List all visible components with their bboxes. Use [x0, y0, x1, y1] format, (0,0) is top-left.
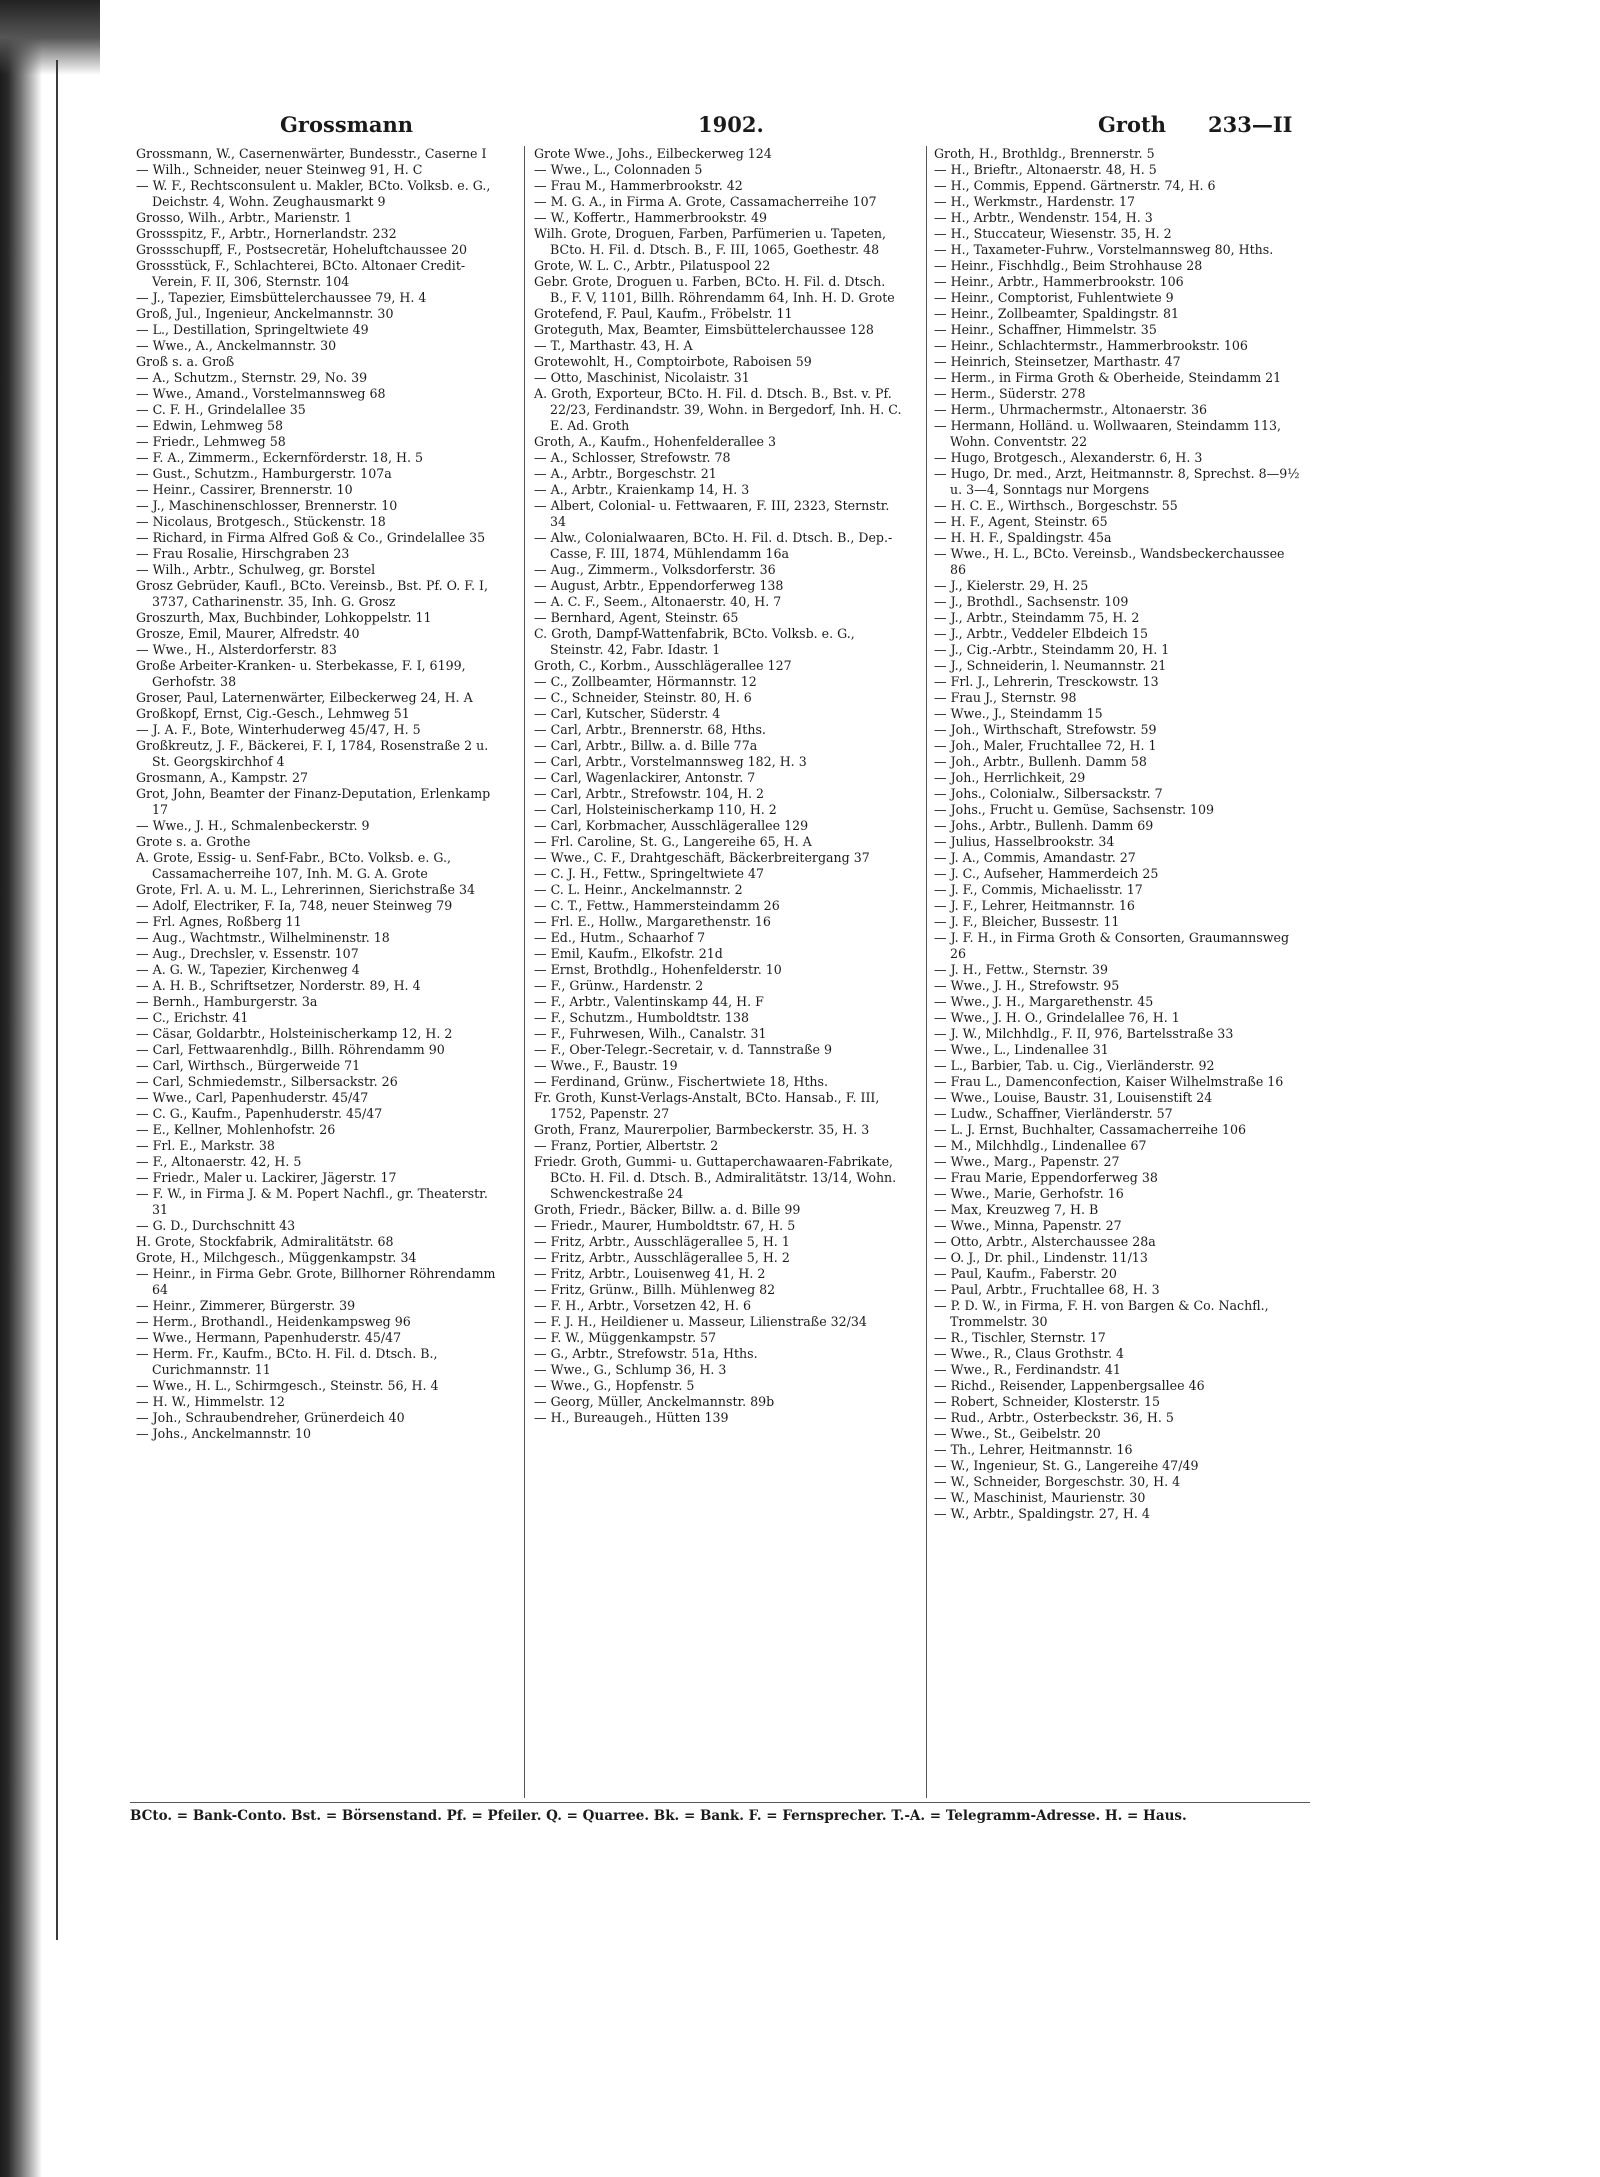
directory-entry: — Wwe., A., Anckelmannstr. 30	[136, 338, 337, 353]
directory-entry: — Ernst, Brothdlg., Hohenfelderstr. 10	[534, 962, 782, 977]
directory-entry: — O. J., Dr. phil., Lindenstr. 11/13	[934, 1250, 1148, 1265]
page-number: 233—II	[1208, 112, 1293, 137]
directory-entry: — Wwe., H. L., Schirmgesch., Steinstr. 56, H. 4	[136, 1378, 439, 1393]
directory-entry: — J. F., Commis, Michaelisstr. 17	[934, 882, 1143, 897]
directory-entry: — Wwe., Carl, Papenhuderstr. 45/47	[136, 1090, 369, 1105]
directory-entry: — J., Arbtr., Veddeler Elbdeich 15	[934, 626, 1149, 641]
book-gutter	[56, 60, 58, 1940]
directory-page	[130, 110, 1310, 1890]
directory-entry: — Herm., Süderstr. 278	[934, 386, 1086, 401]
directory-entry: — F. H., Arbtr., Vorsetzen 42, H. 6	[534, 1298, 752, 1313]
directory-entry: — A., Schutzm., Sternstr. 29, No. 39	[136, 370, 368, 385]
directory-entry: Grosso, Wilh., Arbtr., Marienstr. 1	[136, 210, 353, 225]
directory-entry: — Paul, Kaufm., Faberstr. 20	[934, 1266, 1117, 1281]
directory-entry: — Otto, Arbtr., Alsterchaussee 28a	[934, 1234, 1156, 1249]
directory-entry: — Frau J., Sternstr. 98	[934, 690, 1077, 705]
directory-entry: — F., Arbtr., Valentinskamp 44, H. F	[534, 994, 764, 1009]
directory-entry: — Wwe., R., Ferdinandstr. 41	[934, 1362, 1121, 1377]
directory-entry: Grote, H., Milchgesch., Müggenkampstr. 34	[136, 1250, 417, 1265]
directory-entry: — H. W., Himmelstr. 12	[136, 1394, 285, 1409]
column-right	[934, 146, 1304, 1522]
directory-entry: — A., Schlosser, Strefowstr. 78	[534, 450, 731, 465]
directory-entry: Grot, John, Beamter der Finanz-Deputation, Erlenkamp 17	[136, 786, 491, 817]
directory-entry: — Gust., Schutzm., Hamburgerstr. 107a	[136, 466, 392, 481]
directory-entry: — Johs., Colonialw., Silbersackstr. 7	[934, 786, 1163, 801]
directory-entry: — Frau Marie, Eppendorferweg 38	[934, 1170, 1158, 1185]
directory-entry: — L. J. Ernst, Buchhalter, Cassamacherreihe 106	[934, 1122, 1247, 1137]
directory-entry: — H. H. F., Spaldingstr. 45a	[934, 530, 1112, 545]
directory-entry: Friedr. Groth, Gummi- u. Guttaperchawaaren-Fabrikate, BCto. H. Fil. d. Dtsch. B., Admiralitätstr. 13/14, Wohn. Schwenckestraße 24	[534, 1154, 897, 1201]
abbreviation-legend: BCto. = Bank-Conto. Bst. = Börsenstand. Pf. = Pfeiler. Q. = Quarree. Bk. = Bank. F. = Fernsprecher. T.-A. = Telegramm-Adresse. H. = Haus.	[130, 1808, 1187, 1824]
directory-entry: — Wwe., J. H., Schmalenbeckerstr. 9	[136, 818, 370, 833]
directory-entry: — Heinr., Schaffner, Himmelstr. 35	[934, 322, 1157, 337]
directory-entry: — Friedr., Maler u. Lackirer, Jägerstr. 17	[136, 1170, 397, 1185]
directory-entry: — J. A. F., Bote, Winterhuderweg 45/47, H. 5	[136, 722, 421, 737]
directory-entry: — W., Maschinist, Maurienstr. 30	[934, 1490, 1146, 1505]
directory-entry: — Frl. J., Lehrerin, Tresckowstr. 13	[934, 674, 1159, 689]
directory-entry: — W., Ingenieur, St. G., Langereihe 47/49	[934, 1458, 1199, 1473]
directory-entry: Großkreutz, J. F., Bäckerei, F. I, 1784, Rosenstraße 2 u. St. Georgskirchhof 4	[136, 738, 489, 769]
directory-entry: — Frau Rosalie, Hirschgraben 23	[136, 546, 350, 561]
directory-entry: Grotefend, F. Paul, Kaufm., Fröbelstr. 11	[534, 306, 793, 321]
directory-entry: — Fritz, Arbtr., Ausschlägerallee 5, H. 2	[534, 1250, 790, 1265]
directory-entry: — Carl, Kutscher, Süderstr. 4	[534, 706, 721, 721]
directory-entry: — Heinr., Zollbeamter, Spaldingstr. 81	[934, 306, 1180, 321]
directory-entry: — Herm., in Firma Groth & Oberheide, Steindamm 21	[934, 370, 1282, 385]
directory-entry: — Carl, Wirthsch., Bürgerweide 71	[136, 1058, 361, 1073]
directory-entry: — G., Arbtr., Strefowstr. 51a, Hths.	[534, 1346, 758, 1361]
header-left-name: Grossmann	[280, 112, 414, 137]
directory-entry: Groß s. a. Groß	[136, 354, 235, 369]
directory-entry: Grossstück, F., Schlachterei, BCto. Altonaer Credit-Verein, F. II, 306, Sternstr. 104	[136, 258, 466, 289]
directory-entry: — J. C., Aufseher, Hammerdeich 25	[934, 866, 1159, 881]
directory-entry: — Carl, Arbtr., Brennerstr. 68, Hths.	[534, 722, 766, 737]
directory-entry: — F. J. H., Heildiener u. Masseur, Lilienstraße 32/34	[534, 1314, 867, 1329]
directory-entry: — Adolf, Electriker, F. Ia, 748, neuer Steinweg 79	[136, 898, 453, 913]
directory-entry: — Carl, Holsteinischerkamp 110, H. 2	[534, 802, 777, 817]
directory-entry: — A., Arbtr., Borgeschstr. 21	[534, 466, 717, 481]
directory-entry: — Carl, Arbtr., Strefowstr. 104, H. 2	[534, 786, 765, 801]
directory-entry: — Wwe., F., Baustr. 19	[534, 1058, 678, 1073]
directory-entry: — F., Ober-Telegr.-Secretair, v. d. Tannstraße 9	[534, 1042, 832, 1057]
directory-entry: Groß, Jul., Ingenieur, Anckelmannstr. 30	[136, 306, 394, 321]
directory-entry: — L., Destillation, Springeltwiete 49	[136, 322, 369, 337]
directory-entry: Grote Wwe., Johs., Eilbeckerweg 124	[534, 146, 772, 161]
directory-entry: — J. F. H., in Firma Groth & Consorten, Graumannsweg 26	[934, 930, 1290, 961]
directory-entry: — M. G. A., in Firma A. Grote, Cassamacherreihe 107	[534, 194, 877, 209]
directory-entry: — H., Arbtr., Wendenstr. 154, H. 3	[934, 210, 1153, 225]
directory-entry: — C. T., Fettw., Hammersteindamm 26	[534, 898, 780, 913]
directory-entry: Grossschupff, F., Postsecretär, Hoheluftchaussee 20	[136, 242, 468, 257]
directory-entry: — Friedr., Maurer, Humboldtstr. 67, H. 5	[534, 1218, 796, 1233]
directory-entry: — Wwe., R., Claus Grothstr. 4	[934, 1346, 1125, 1361]
directory-entry: — H., Werkmstr., Hardenstr. 17	[934, 194, 1136, 209]
directory-entry: — Alw., Colonialwaaren, BCto. H. Fil. d. Dtsch. B., Dep.-Casse, F. III, 1874, Mühlendamm 16a	[534, 530, 893, 561]
directory-entry: — J., Tapezier, Eimsbüttelerchaussee 79, H. 4	[136, 290, 427, 305]
directory-entry: — Johs., Arbtr., Bullenh. Damm 69	[934, 818, 1154, 833]
directory-entry: — Edwin, Lehmweg 58	[136, 418, 283, 433]
directory-entry: — A. C. F., Seem., Altonaerstr. 40, H. 7	[534, 594, 782, 609]
directory-entry: — J., Schneiderin, l. Neumannstr. 21	[934, 658, 1167, 673]
directory-entry: — Friedr., Lehmweg 58	[136, 434, 286, 449]
directory-entry: — F., Altonaerstr. 42, H. 5	[136, 1154, 302, 1169]
directory-entry: — R., Tischler, Sternstr. 17	[934, 1330, 1106, 1345]
directory-entry: — Wwe., J., Steindamm 15	[934, 706, 1103, 721]
directory-entry: — W., Koffertr., Hammerbrookstr. 49	[534, 210, 768, 225]
directory-entry: — Bernhard, Agent, Steinstr. 65	[534, 610, 739, 625]
directory-entry: — Wilh., Arbtr., Schulweg, gr. Borstel	[136, 562, 376, 577]
directory-entry: Großkopf, Ernst, Cig.-Gesch., Lehmweg 51	[136, 706, 410, 721]
directory-entry: — Georg, Müller, Anckelmannstr. 89b	[534, 1394, 775, 1409]
directory-entry: Grossspitz, F., Arbtr., Hornerlandstr. 232	[136, 226, 397, 241]
directory-entry: — Wwe., H. L., BCto. Vereinsb., Wandsbeckerchaussee 86	[934, 546, 1285, 577]
directory-entry: — Richd., Reisender, Lappenbergsallee 46	[934, 1378, 1205, 1393]
directory-entry: — Wwe., Hermann, Papenhuderstr. 45/47	[136, 1330, 402, 1345]
directory-entry: Groth, C., Korbm., Ausschlägerallee 127	[534, 658, 792, 673]
directory-entry: Grossmann, W., Casernenwärter, Bundesstr., Caserne I	[136, 146, 487, 161]
directory-entry: — C. F. H., Grindelallee 35	[136, 402, 306, 417]
directory-entry: — Heinr., Zimmerer, Bürgerstr. 39	[136, 1298, 356, 1313]
directory-entry: — J. F., Bleicher, Bussestr. 11	[934, 914, 1120, 929]
directory-entry: — Hugo, Brotgesch., Alexanderstr. 6, H. 3	[934, 450, 1203, 465]
directory-entry: — H. C. E., Wirthsch., Borgeschstr. 55	[934, 498, 1178, 513]
directory-entry: — Ludw., Schaffner, Vierländerstr. 57	[934, 1106, 1173, 1121]
directory-entry: A. Groth, Exporteur, BCto. H. Fil. d. Dtsch. B., Bst. v. Pf. 22/23, Ferdinandstr. 39, Wohn. in Bergedorf, Inh. H. C. E. Ad. Groth	[534, 386, 902, 433]
directory-entry: — Wwe., G., Schlump 36, H. 3	[534, 1362, 727, 1377]
directory-entry: — Wilh., Schneider, neuer Steinweg 91, H. C	[136, 162, 423, 177]
directory-entry: — Herm., Brothandl., Heidenkampsweg 96	[136, 1314, 411, 1329]
directory-entry: Grosz Gebrüder, Kaufl., BCto. Vereinsb., Bst. Pf. O. F. I, 3737, Catharinenstr. 35, Inh. G. Grosz	[136, 578, 488, 609]
directory-entry: — Heinr., Schlachtermstr., Hammerbrookstr. 106	[934, 338, 1248, 353]
directory-entry: — T., Marthastr. 43, H. A	[534, 338, 693, 353]
directory-entry: — Fritz, Grünw., Billh. Mühlenweg 82	[534, 1282, 776, 1297]
directory-entry: — Joh., Wirthschaft, Strefowstr. 59	[934, 722, 1157, 737]
directory-entry: — Bernh., Hamburgerstr. 3a	[136, 994, 318, 1009]
directory-entry: C. Groth, Dampf-Wattenfabrik, BCto. Volksb. e. G., Steinstr. 42, Fabr. Idastr. 1	[534, 626, 855, 657]
directory-entry: — Wwe., Marg., Papenstr. 27	[934, 1154, 1120, 1169]
column-left	[136, 146, 506, 1442]
directory-entry: — C., Zollbeamter, Hörmannstr. 12	[534, 674, 757, 689]
directory-entry: — F. A., Zimmerm., Eckernförderstr. 18, H. 5	[136, 450, 424, 465]
directory-entry: — M., Milchhdlg., Lindenallee 67	[934, 1138, 1147, 1153]
directory-entry: — A. H. B., Schriftsetzer, Norderstr. 89, H. 4	[136, 978, 421, 993]
directory-entry: — J. A., Commis, Amandastr. 27	[934, 850, 1136, 865]
directory-entry: — Wwe., G., Hopfenstr. 5	[534, 1378, 695, 1393]
directory-entry: — Richard, in Firma Alfred Goß & Co., Grindelallee 35	[136, 530, 486, 545]
directory-entry: — J., Cig.-Arbtr., Steindamm 20, H. 1	[934, 642, 1170, 657]
directory-entry: — G. D., Durchschnitt 43	[136, 1218, 296, 1233]
directory-entry: — L., Barbier, Tab. u. Cig., Vierländerstr. 92	[934, 1058, 1215, 1073]
directory-entry: — H., Commis, Eppend. Gärtnerstr. 74, H. 6	[934, 178, 1216, 193]
directory-entry: — W., Schneider, Borgeschstr. 30, H. 4	[934, 1474, 1181, 1489]
header-right-name: Groth	[1098, 112, 1166, 137]
directory-entry: — Frl. E., Markstr. 38	[136, 1138, 275, 1153]
directory-entry: — Max, Kreuzweg 7, H. B	[934, 1202, 1099, 1217]
directory-entry: — F. W., in Firma J. & M. Popert Nachfl., gr. Theaterstr. 31	[136, 1186, 488, 1217]
directory-entry: Groteguth, Max, Beamter, Eimsbüttelerchaussee 128	[534, 322, 874, 337]
directory-entry: — Frl. E., Hollw., Margarethenstr. 16	[534, 914, 771, 929]
directory-entry: — H., Bureaugeh., Hütten 139	[534, 1410, 729, 1425]
directory-entry: — W. F., Rechtsconsulent u. Makler, BCto. Volksb. e. G., Deichstr. 4, Wohn. Zeughausmarkt 9	[136, 178, 491, 209]
directory-entry: Grote, Frl. A. u. M. L., Lehrerinnen, Sierichstraße 34	[136, 882, 475, 897]
directory-entry: — E., Kellner, Mohlenhofstr. 26	[136, 1122, 336, 1137]
directory-entry: — J. W., Milchhdlg., F. II, 976, Bartelsstraße 33	[934, 1026, 1234, 1041]
directory-entry: — Fritz, Arbtr., Ausschlägerallee 5, H. 1	[534, 1234, 790, 1249]
directory-entry: Fr. Groth, Kunst-Verlags-Anstalt, BCto. Hansab., F. III, 1752, Papenstr. 27	[534, 1090, 880, 1121]
column-middle	[534, 146, 904, 1426]
directory-entry: — Paul, Arbtr., Fruchtallee 68, H. 3	[934, 1282, 1160, 1297]
scan-border	[0, 0, 42, 2177]
directory-entry: — J., Arbtr., Steindamm 75, H. 2	[934, 610, 1140, 625]
directory-entry: — Aug., Drechsler, v. Essenstr. 107	[136, 946, 359, 961]
directory-entry: — Julius, Hasselbrookstr. 34	[934, 834, 1115, 849]
directory-entry: Groszurth, Max, Buchbinder, Lohkoppelstr. 11	[136, 610, 432, 625]
directory-entry: — Heinr., Comptorist, Fuhlentwiete 9	[934, 290, 1174, 305]
directory-entry: Grosze, Emil, Maurer, Alfredstr. 40	[136, 626, 360, 641]
directory-entry: Große Arbeiter-Kranken- u. Sterbekasse, F. I, 6199, Gerhofstr. 38	[136, 658, 466, 689]
directory-entry: — H. F., Agent, Steinstr. 65	[934, 514, 1108, 529]
directory-entry: — J. F., Lehrer, Heitmannstr. 16	[934, 898, 1135, 913]
directory-entry: Gebr. Grote, Droguen u. Farben, BCto. H. Fil. d. Dtsch. B., F. V, 1101, Billh. Röhrendamm 64, Inh. H. D. Grote	[534, 274, 895, 305]
running-head	[140, 110, 1310, 146]
directory-entry: — A., Arbtr., Kraienkamp 14, H. 3	[534, 482, 750, 497]
directory-entry: — Franz, Portier, Albertstr. 2	[534, 1138, 719, 1153]
directory-entry: — Frau M., Hammerbrookstr. 42	[534, 178, 743, 193]
directory-entry: — P. D. W., in Firma, F. H. von Bargen & Co. Nachfl., Trommelstr. 30	[934, 1298, 1269, 1329]
directory-entry: — Aug., Zimmerm., Volksdorferstr. 36	[534, 562, 776, 577]
directory-entry: — Wwe., J. H. O., Grindelallee 76, H. 1	[934, 1010, 1180, 1025]
directory-entry: — Heinr., Fischhdlg., Beim Strohhause 28	[934, 258, 1203, 273]
header-year: 1902.	[698, 112, 764, 137]
footer-divider	[130, 1802, 1310, 1803]
directory-entry: — J., Kielerstr. 29, H. 25	[934, 578, 1089, 593]
directory-entry: — J. H., Fettw., Sternstr. 39	[934, 962, 1109, 977]
directory-entry: — Joh., Arbtr., Bullenh. Damm 58	[934, 754, 1147, 769]
directory-entry: — Frl. Caroline, St. G., Langereihe 65, H. A	[534, 834, 812, 849]
directory-entry: Grote, W. L. C., Arbtr., Pilatuspool 22	[534, 258, 771, 273]
scan-border-top	[0, 0, 100, 75]
directory-entry: — Carl, Arbtr., Billw. a. d. Bille 77a	[534, 738, 758, 753]
directory-entry: — Carl, Korbmacher, Ausschlägerallee 129	[534, 818, 809, 833]
directory-entry: Groth, Franz, Maurerpolier, Barmbeckerstr. 35, H. 3	[534, 1122, 870, 1137]
directory-entry: — Emil, Kaufm., Elkofstr. 21d	[534, 946, 723, 961]
directory-entry: — Ferdinand, Grünw., Fischertwiete 18, Hths.	[534, 1074, 828, 1089]
directory-entry: Grote s. a. Grothe	[136, 834, 251, 849]
directory-entry: — J., Brothdl., Sachsenstr. 109	[934, 594, 1129, 609]
directory-entry: — Aug., Wachtmstr., Wilhelminenstr. 18	[136, 930, 390, 945]
directory-entry: — C., Schneider, Steinstr. 80, H. 6	[534, 690, 752, 705]
directory-entry: — August, Arbtr., Eppendorferweg 138	[534, 578, 784, 593]
directory-entry: — Johs., Frucht u. Gemüse, Sachsenstr. 109	[934, 802, 1215, 817]
directory-entry: — Wwe., H., Alsterdorferstr. 83	[136, 642, 337, 657]
directory-entry: Wilh. Grote, Droguen, Farben, Parfümerien u. Tapeten, BCto. H. Fil. d. Dtsch. B., F. III, 1065, Goethestr. 48	[534, 226, 886, 257]
directory-entry: — F., Fuhrwesen, Wilh., Canalstr. 31	[534, 1026, 767, 1041]
directory-entry: Grotewohlt, H., Comptoirbote, Raboisen 59	[534, 354, 812, 369]
directory-entry: — Heinr., Cassirer, Brennerstr. 10	[136, 482, 353, 497]
directory-entry: — Joh., Maler, Fruchtallee 72, H. 1	[934, 738, 1157, 753]
directory-entry: — Heinrich, Steinsetzer, Marthastr. 47	[934, 354, 1181, 369]
directory-entry: — Otto, Maschinist, Nicolaistr. 31	[534, 370, 750, 385]
directory-entry: — W., Arbtr., Spaldingstr. 27, H. 4	[934, 1506, 1150, 1521]
directory-entry: — Wwe., St., Geibelstr. 20	[934, 1426, 1101, 1441]
directory-entry: — Wwe., Louise, Baustr. 31, Louisenstift 24	[934, 1090, 1213, 1105]
directory-entry: — Heinr., Arbtr., Hammerbrookstr. 106	[934, 274, 1184, 289]
directory-entry: — Wwe., L., Colonnaden 5	[534, 162, 703, 177]
directory-entry: — Hermann, Holländ. u. Wollwaaren, Steindamm 113, Wohn. Conventstr. 22	[934, 418, 1282, 449]
directory-entry: — Wwe., Minna, Papenstr. 27	[934, 1218, 1122, 1233]
directory-entry: — Herm., Uhrmachermstr., Altonaerstr. 36	[934, 402, 1207, 417]
directory-entry: — Johs., Anckelmannstr. 10	[136, 1426, 312, 1441]
directory-entry: A. Grote, Essig- u. Senf-Fabr., BCto. Volksb. e. G., Cassamacherreihe 107, Inh. M. G. A. Grote	[136, 850, 451, 881]
directory-entry: Groser, Paul, Laternenwärter, Eilbeckerweg 24, H. A	[136, 690, 473, 705]
directory-entry: Groth, Friedr., Bäcker, Billw. a. d. Bille 99	[534, 1202, 801, 1217]
directory-entry: — C. G., Kaufm., Papenhuderstr. 45/47	[136, 1106, 383, 1121]
directory-entry: — Wwe., Amand., Vorstelmannsweg 68	[136, 386, 386, 401]
directory-entry: — F., Schutzm., Humboldtstr. 138	[534, 1010, 749, 1025]
directory-entry: — Albert, Colonial- u. Fettwaaren, F. III, 2323, Sternstr. 34	[534, 498, 890, 529]
directory-entry: — Wwe., Marie, Gerhofstr. 16	[934, 1186, 1124, 1201]
column-divider	[524, 146, 525, 1798]
directory-entry: — H., Taxameter-Fuhrw., Vorstelmannsweg 80, Hths.	[934, 242, 1274, 257]
directory-entry: — C. J. H., Fettw., Springeltwiete 47	[534, 866, 765, 881]
directory-entry: — Fritz, Arbtr., Louisenweg 41, H. 2	[534, 1266, 766, 1281]
directory-entry: — Frl. Agnes, Roßberg 11	[136, 914, 302, 929]
directory-entry: — F. W., Müggenkampstr. 57	[534, 1330, 717, 1345]
directory-entry: — Carl, Fettwaarenhdlg., Billh. Röhrendamm 90	[136, 1042, 445, 1057]
directory-entry: H. Grote, Stockfabrik, Admiralitätstr. 68	[136, 1234, 394, 1249]
directory-entry: Groth, H., Brothldg., Brennerstr. 5	[934, 146, 1155, 161]
directory-entry: — Wwe., J. H., Strefowstr. 95	[934, 978, 1120, 993]
directory-entry: — H., Stuccateur, Wiesenstr. 35, H. 2	[934, 226, 1172, 241]
directory-entry: — J., Maschinenschlosser, Brennerstr. 10	[136, 498, 398, 513]
directory-entry: — Hugo, Dr. med., Arzt, Heitmannstr. 8, Sprechst. 8—9½ u. 3—4, Sonntags nur Morgens	[934, 466, 1300, 497]
directory-entry: — Th., Lehrer, Heitmannstr. 16	[934, 1442, 1133, 1457]
directory-entry: — Carl, Schmiedemstr., Silbersackstr. 26	[136, 1074, 398, 1089]
directory-entry: — F., Grünw., Hardenstr. 2	[534, 978, 704, 993]
directory-entry: Groth, A., Kaufm., Hohenfelderallee 3	[534, 434, 776, 449]
directory-entry: — H., Brieftr., Altonaerstr. 48, H. 5	[934, 162, 1157, 177]
directory-entry: — Robert, Schneider, Klosterstr. 15	[934, 1394, 1161, 1409]
directory-entry: — Wwe., J. H., Margarethenstr. 45	[934, 994, 1154, 1009]
directory-entry: — Joh., Schraubendreher, Grünerdeich 40	[136, 1410, 405, 1425]
directory-entry: — C. L. Heinr., Anckelmannstr. 2	[534, 882, 743, 897]
directory-entry: — Joh., Herrlichkeit, 29	[934, 770, 1086, 785]
directory-entry: — Carl, Wagenlackirer, Antonstr. 7	[534, 770, 756, 785]
directory-entry: — Rud., Arbtr., Osterbeckstr. 36, H. 5	[934, 1410, 1174, 1425]
directory-entry: — A. G. W., Tapezier, Kirchenweg 4	[136, 962, 360, 977]
directory-entry: — Cäsar, Goldarbtr., Holsteinischerkamp 12, H. 2	[136, 1026, 453, 1041]
directory-entry: — Carl, Arbtr., Vorstelmannsweg 182, H. 3	[534, 754, 807, 769]
directory-entry: — C., Erichstr. 41	[136, 1010, 249, 1025]
directory-entry: — Frau L., Damenconfection, Kaiser Wilhelmstraße 16	[934, 1074, 1284, 1089]
directory-entry: — Ed., Hutm., Schaarhof 7	[534, 930, 706, 945]
directory-entry: — Nicolaus, Brotgesch., Stückenstr. 18	[136, 514, 386, 529]
directory-entry: — Wwe., L., Lindenallee 31	[934, 1042, 1109, 1057]
column-divider	[926, 146, 927, 1798]
directory-entry: — Herm. Fr., Kaufm., BCto. H. Fil. d. Dtsch. B., Curichmannstr. 11	[136, 1346, 438, 1377]
directory-entry: Grosmann, A., Kampstr. 27	[136, 770, 309, 785]
directory-entry: — Wwe., C. F., Drahtgeschäft, Bäckerbreitergang 37	[534, 850, 870, 865]
directory-entry: — Heinr., in Firma Gebr. Grote, Billhorner Röhrendamm 64	[136, 1266, 496, 1297]
